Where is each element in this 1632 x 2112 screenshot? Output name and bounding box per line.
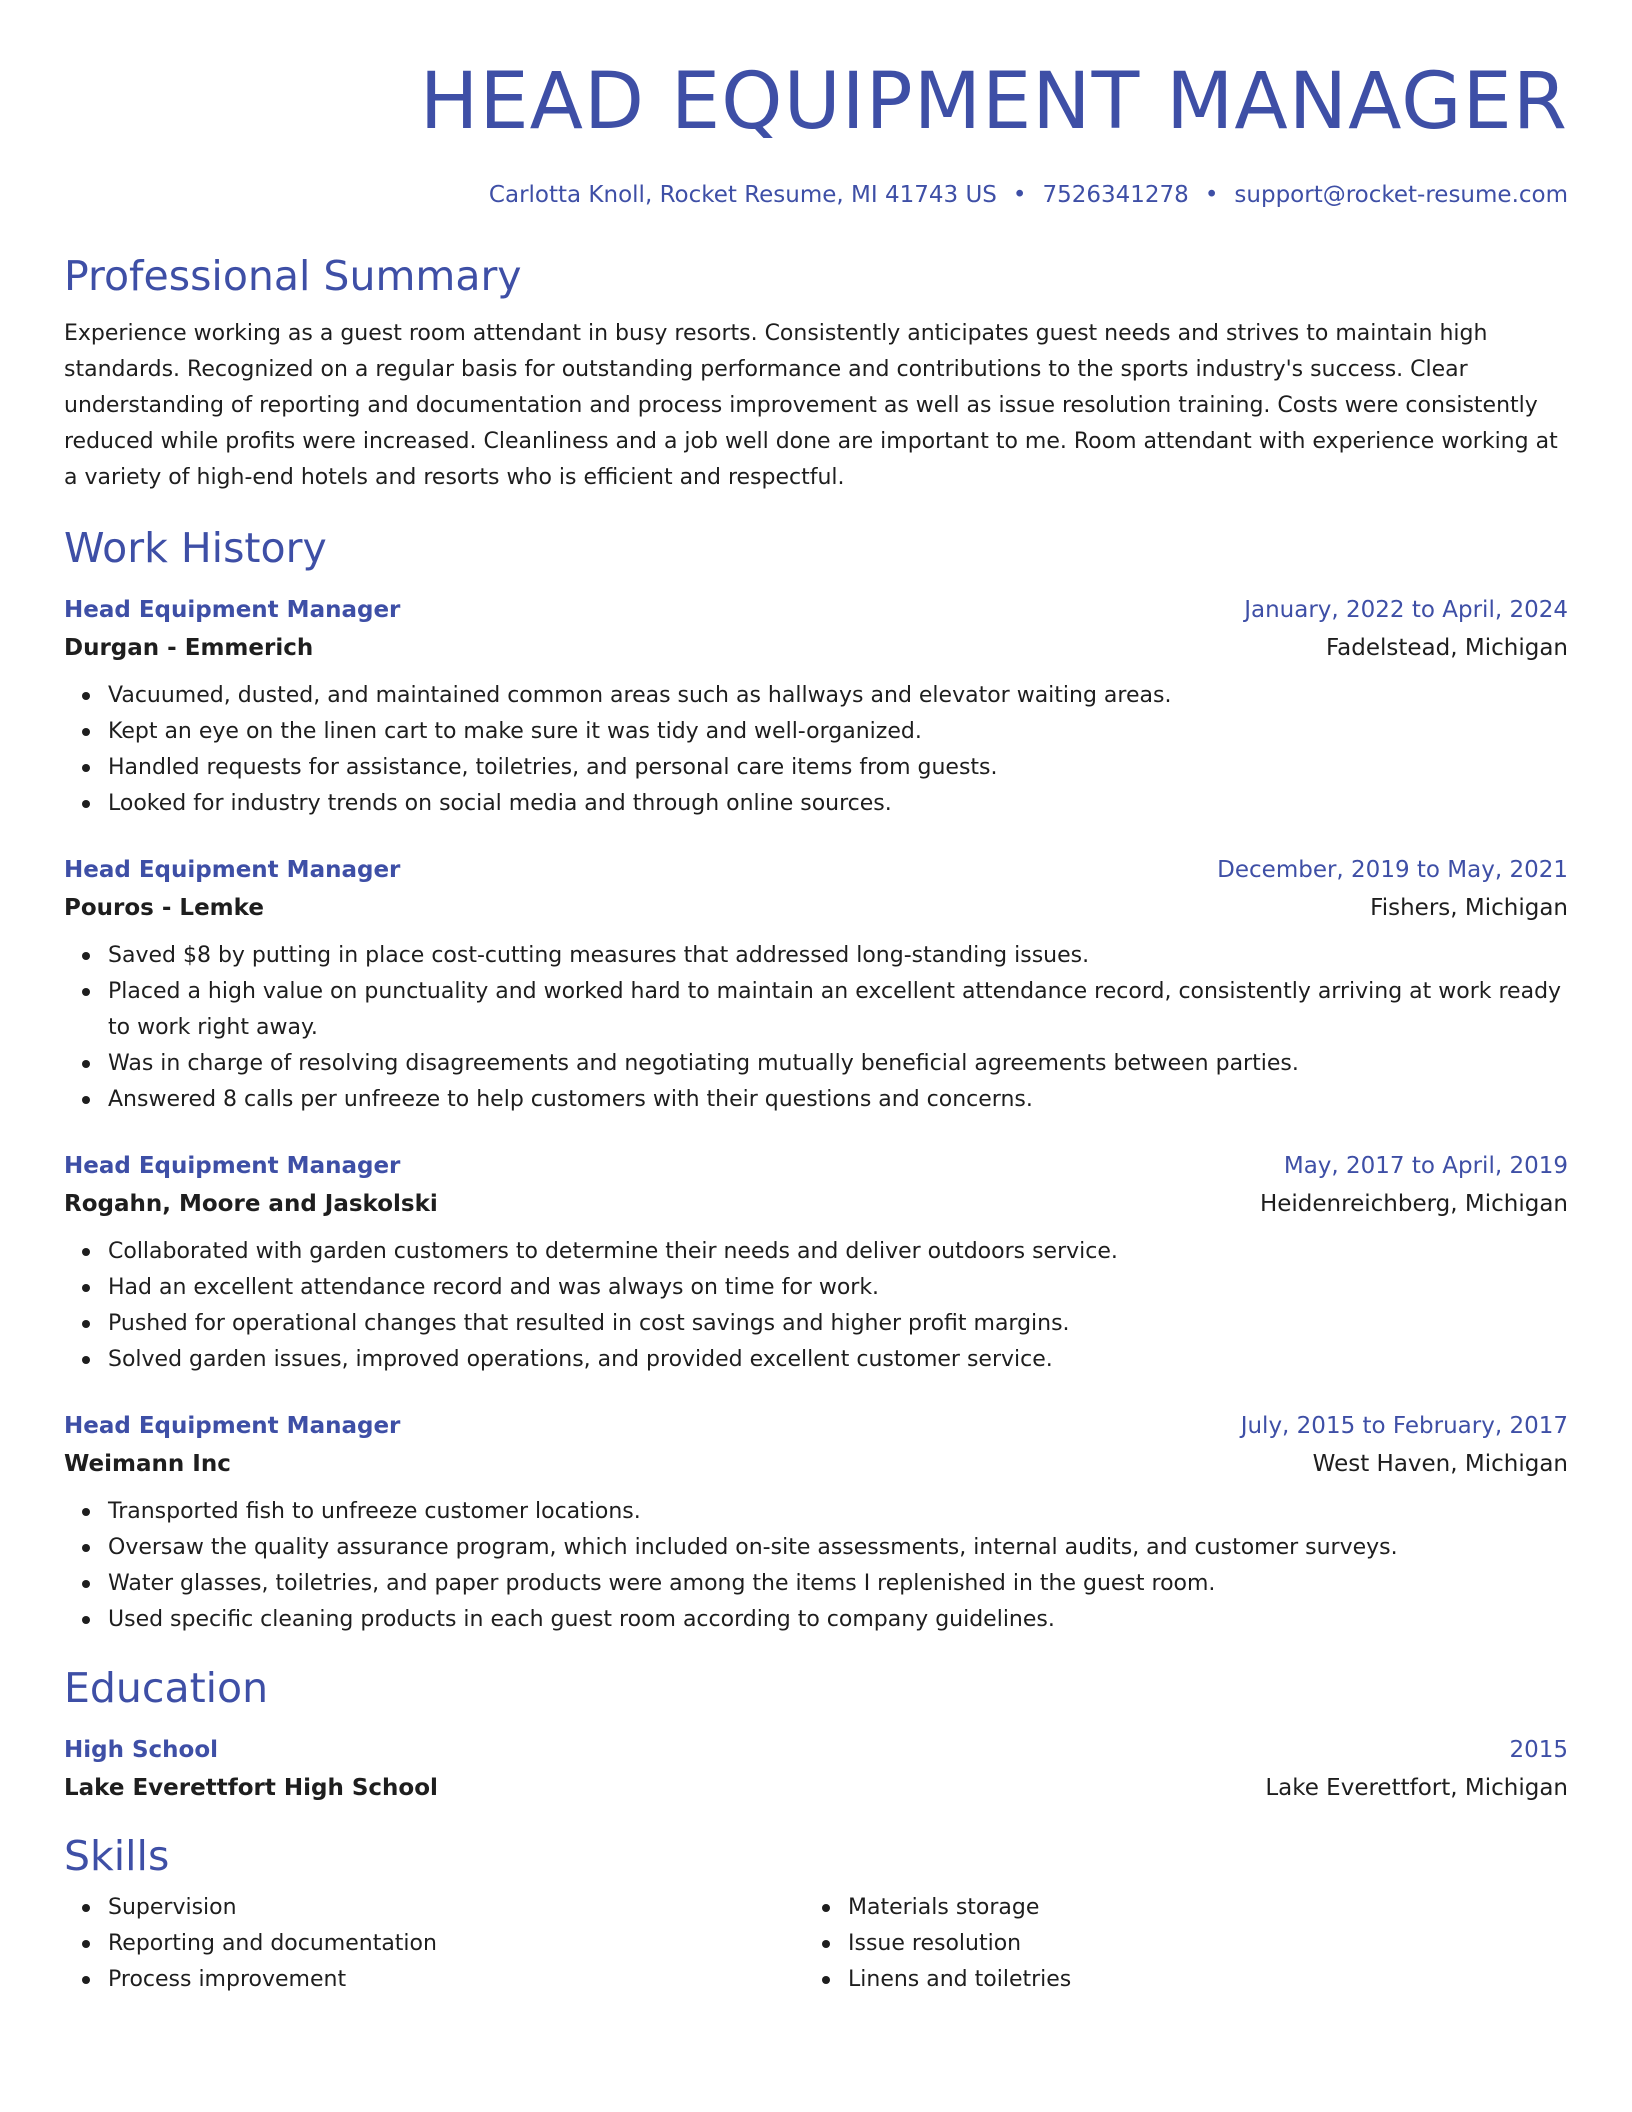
contact-separator: •	[1012, 182, 1027, 208]
job-duty: Was in charge of resolving disagreements and negotiating mutually beneficial agreements between parties.	[108, 1046, 1568, 1082]
employer-name: Weimann Inc	[64, 1451, 231, 1477]
job-entry	[64, 1148, 1568, 1378]
job-duty: Handled requests for assistance, toiletries, and personal care items from guests.	[108, 750, 1568, 786]
job-entry	[64, 1408, 1568, 1638]
job-dates: July, 2015 to February, 2017	[1240, 1413, 1568, 1439]
job-duty: Looked for industry trends on social media and through online sources.	[108, 786, 1568, 822]
job-duty: Placed a high value on punctuality and worked hard to maintain an excellent attendance record, consistently arriving at work ready to work right away.	[108, 974, 1568, 1046]
job-location: West Haven, Michigan	[1312, 1451, 1568, 1477]
employer-name: Durgan - Emmerich	[64, 635, 314, 661]
contact-phone: 7526341278	[1042, 182, 1189, 208]
job-duty: Transported fish to unfreeze customer locations.	[108, 1494, 1568, 1530]
contact-address: Carlotta Knoll, Rocket Resume, MI 41743 US	[488, 182, 997, 208]
skills-column-right	[804, 1890, 1544, 1998]
job-title: Head Equipment Manager	[64, 857, 401, 883]
skill-item: Process improvement	[108, 1962, 804, 1998]
job-duties	[64, 938, 1568, 1118]
job-duty: Oversaw the quality assurance program, which included on-site assessments, internal audits, and customer surveys.	[108, 1530, 1568, 1566]
employer-name: Rogahn, Moore and Jaskolski	[64, 1191, 438, 1217]
job-duty: Collaborated with garden customers to determine their needs and deliver outdoors service.	[108, 1234, 1568, 1270]
job-dates: January, 2022 to April, 2024	[1244, 597, 1568, 623]
job-location: Fishers, Michigan	[1370, 895, 1568, 921]
job-location: Heidenreichberg, Michigan	[1259, 1191, 1568, 1217]
job-title: Head Equipment Manager	[64, 597, 401, 623]
job-title: Head Equipment Manager	[64, 1153, 401, 1179]
school-location: Lake Everettfort, Michigan	[1265, 1775, 1568, 1801]
job-entry	[64, 852, 1568, 1118]
job-location: Fadelstead, Michigan	[1326, 635, 1568, 661]
skill-item: Materials storage	[848, 1890, 1544, 1926]
contact-separator: •	[1204, 182, 1219, 208]
contact-line	[64, 178, 1568, 212]
job-entry	[64, 592, 1568, 822]
school-name: Lake Everettfort High School	[64, 1775, 438, 1801]
contact-email: support@rocket-resume.com	[1234, 182, 1568, 208]
degree-name: High School	[64, 1737, 219, 1763]
summary-text: Experience working as a guest room attendant in busy resorts. Consistently anticipates guest needs and strives to maintain high standards. Recognized on a regular basis for outstanding performance and contributions to the sports industry's success. Clear understanding of reporting and documentation and process improvement as well as issue resolution training. Costs were consistently reduced while profits were increased. Cleanliness and a job well done are important to me. Room attendant with experience working at a variety of high-end hotels and resorts who is efficient and respectful.	[64, 321, 1558, 490]
job-duties	[64, 1494, 1568, 1638]
work-history-heading: Work History	[64, 524, 327, 572]
job-dates: December, 2019 to May, 2021	[1217, 857, 1568, 883]
skill-item: Reporting and documentation	[108, 1926, 804, 1962]
skills-heading: Skills	[64, 1832, 170, 1880]
skills-column-left	[64, 1890, 804, 1998]
education-entry	[64, 1732, 1568, 1808]
job-duty: Had an excellent attendance record and was always on time for work.	[108, 1270, 1568, 1306]
graduation-year: 2015	[1509, 1737, 1568, 1763]
job-duty: Water glasses, toiletries, and paper products were among the items I replenished in the guest room.	[108, 1566, 1568, 1602]
employer-name: Pouros - Lemke	[64, 895, 264, 921]
job-duty: Vacuumed, dusted, and maintained common areas such as hallways and elevator waiting areas.	[108, 678, 1568, 714]
resume-title: HEAD EQUIPMENT MANAGER	[419, 57, 1568, 147]
summary-heading: Professional Summary	[64, 252, 522, 300]
job-dates: May, 2017 to April, 2019	[1283, 1153, 1568, 1179]
skill-item: Supervision	[108, 1890, 804, 1926]
education-heading: Education	[64, 1664, 269, 1712]
skill-item: Issue resolution	[848, 1926, 1544, 1962]
job-duty: Pushed for operational changes that resulted in cost savings and higher profit margins.	[108, 1306, 1568, 1342]
job-title: Head Equipment Manager	[64, 1413, 401, 1439]
job-duties	[64, 1234, 1568, 1378]
job-duty: Used specific cleaning products in each guest room according to company guidelines.	[108, 1602, 1568, 1638]
skill-item: Linens and toiletries	[848, 1962, 1544, 1998]
job-duty: Saved $8 by putting in place cost-cutting measures that addressed long-standing issues.	[108, 938, 1568, 974]
job-duty: Kept an eye on the linen cart to make sure it was tidy and well-organized.	[108, 714, 1568, 750]
skills-list	[64, 1890, 1568, 1998]
job-duty: Solved garden issues, improved operations, and provided excellent customer service.	[108, 1342, 1568, 1378]
job-duties	[64, 678, 1568, 822]
job-duty: Answered 8 calls per unfreeze to help customers with their questions and concerns.	[108, 1082, 1568, 1118]
